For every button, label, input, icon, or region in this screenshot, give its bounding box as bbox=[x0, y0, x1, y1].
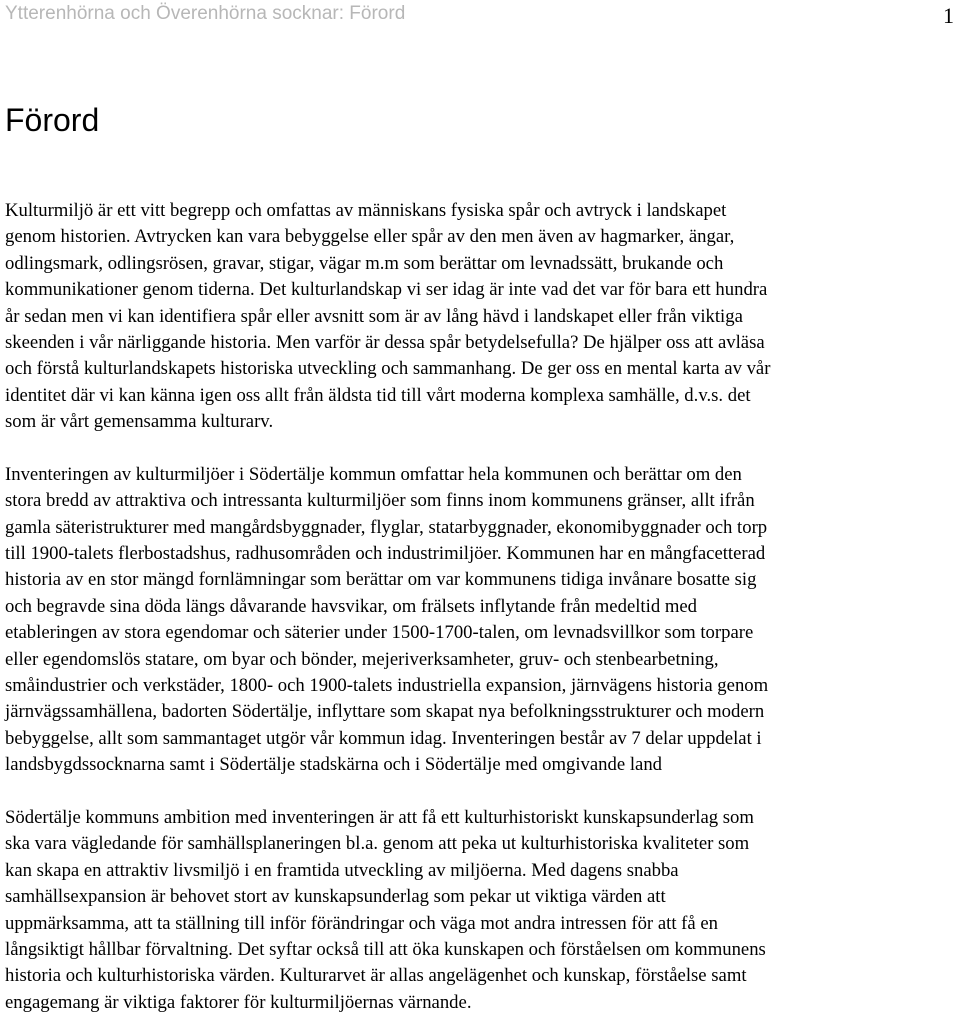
body-text bbox=[5, 198, 957, 1016]
paragraph-1 bbox=[5, 198, 957, 436]
paragraph-line: järnvägssamhällena, badorten Södertälje, inflyttare som skapat nya befolkningsstrukturer och modern bbox=[5, 701, 765, 723]
paragraph-line: kommunikationer genom tiderna. Det kulturlandskap vi ser idag är inte vad det var för bara ett hundra bbox=[5, 279, 768, 301]
paragraph-line: som är vårt gemensamma kulturarv. bbox=[5, 411, 274, 433]
paragraph-line: Inventeringen av kulturmiljöer i Södertälje kommun omfattar hela kommunen och berättar om den bbox=[5, 463, 742, 485]
paragraph-line: och begravde sina döda längs dåvarande havsvikar, om frälsets inflytande från medeltid med bbox=[5, 595, 698, 617]
paragraph-line: etableringen av stora egendomar och säterier under 1500-1700-talen, om levnadsvillkor som torpare bbox=[5, 622, 754, 644]
paragraph-spacer bbox=[5, 779, 957, 805]
paragraph-line: kan skapa en attraktiv livsmiljö i en framtida utveckling av miljöerna. Med dagens snabba bbox=[5, 859, 679, 881]
paragraph-line: och förstå kulturlandskapets historiska utveckling och sammanhang. De ger oss en mental karta av vår bbox=[5, 358, 771, 380]
paragraph-line: bebyggelse, allt som sammantaget utgör vår kommun idag. Inventeringen består av 7 delar uppdelat i bbox=[5, 727, 762, 749]
paragraph-2 bbox=[5, 462, 957, 779]
paragraph-line: odlingsmark, odlingsrösen, gravar, stigar, vägar m.m som berättar om levnadssätt, brukande och bbox=[5, 252, 724, 274]
paragraph-line: historia av en stor mängd fornlämningar som berättar om var kommunens tidiga invånare bosatte sig bbox=[5, 569, 757, 591]
paragraph-line: identitet där vi kan känna igen oss allt från äldsta tid till vårt moderna komplexa samhälle, d.v.s. det bbox=[5, 384, 751, 406]
page-title: Förord bbox=[5, 102, 100, 138]
paragraph-line: historia och kulturhistoriska värden. Kulturarvet är allas angelägenhet och kunskap, förståelse samt bbox=[5, 965, 747, 987]
running-header: Ytterenhörna och Överenhörna socknar: Förord bbox=[5, 3, 406, 24]
paragraph-line: eller egendomslös statare, om byar och bönder, mejeriverksamheter, gruv- och stenbearbetning, bbox=[5, 648, 719, 670]
paragraph-spacer bbox=[5, 436, 957, 462]
paragraph-line: Södertälje kommuns ambition med inventeringen är att få ett kulturhistoriskt kunskapsunderlag som bbox=[5, 806, 754, 828]
paragraph-3 bbox=[5, 805, 957, 1016]
paragraph-line: genom historien. Avtrycken kan vara bebyggelse eller spår av den men även av hagmarker, ängar, bbox=[5, 226, 735, 248]
paragraph-line: skeenden i vår närliggande historia. Men varför är dessa spår betydelsefulla? De hjälper oss att avläsa bbox=[5, 331, 765, 353]
paragraph-line: samhällsexpansion är behovet stort av kunskapsunderlag som pekar ut viktiga värden att bbox=[5, 886, 666, 908]
paragraph-line: gamla säteristrukturer med mangårdsbyggnader, flyglar, statarbyggnader, ekonomibyggnader och torp bbox=[5, 516, 768, 538]
paragraph-line: stora bredd av attraktiva och intressanta kulturmiljöer som finns inom kommunens gränser, allt ifrån bbox=[5, 490, 755, 512]
paragraph-line: Kulturmiljö är ett vitt begrepp och omfattas av människans fysiska spår och avtryck i landskapet bbox=[5, 200, 727, 221]
paragraph-line: till 1900-talets flerbostadshus, radhusområden och industrimiljöer. Kommunen har en mångfacetterad bbox=[5, 543, 766, 565]
paragraph-line: år sedan men vi kan identifiera spår eller avsnitt som är av lång hävd i landskapet eller från viktiga bbox=[5, 305, 743, 327]
page-number: 1 bbox=[943, 3, 954, 28]
paragraph-line: småindustrier och verkstäder, 1800- och 1900-talets industriella expansion, järnvägens historia genom bbox=[5, 675, 769, 697]
paragraph-line: landsbygdssocknarna samt i Södertälje stadskärna och i Södertälje med omgivande land bbox=[5, 754, 663, 776]
paragraph-line: ska vara vägledande för samhällsplaneringen bl.a. genom att peka ut kulturhistoriska kvaliteter som bbox=[5, 833, 750, 855]
paragraph-line: långsiktigt hållbar förvaltning. Det syftar också till att öka kunskapen och förståelsen om kommunens bbox=[5, 938, 766, 960]
paragraph-line: uppmärksamma, att ta ställning till inför förändringar och väga mot andra intressen för att få en bbox=[5, 912, 719, 934]
paragraph-line: engagemang är viktiga faktorer för kulturmiljöernas värnande. bbox=[5, 991, 472, 1013]
